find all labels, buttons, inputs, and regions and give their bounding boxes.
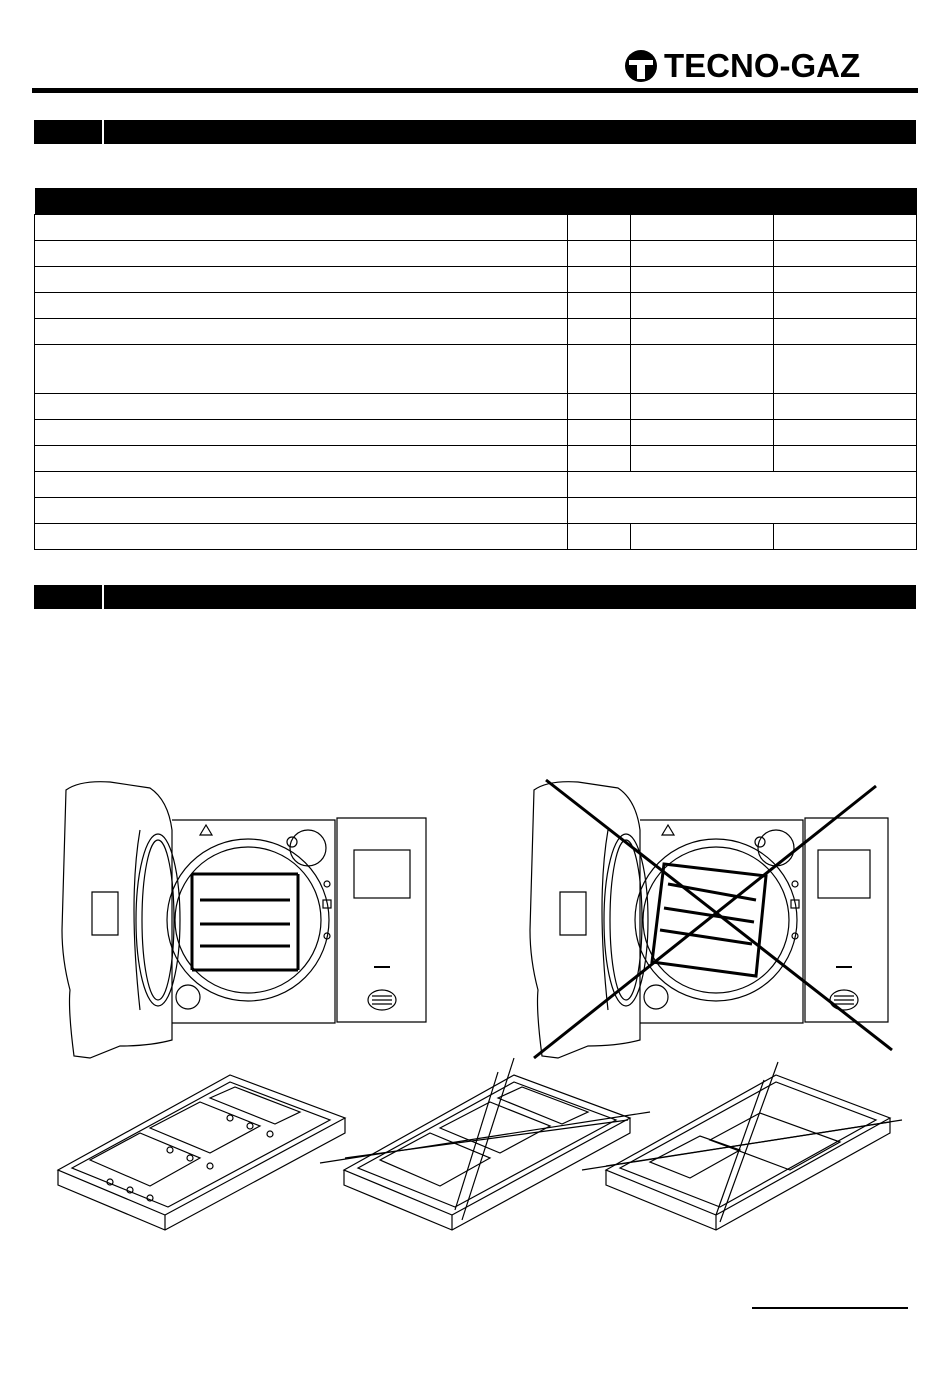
table-row (35, 420, 917, 446)
table-cell (774, 267, 917, 293)
table-cell (568, 241, 631, 267)
table-cell (774, 524, 917, 550)
table-cell (35, 420, 568, 446)
table-cell (631, 446, 774, 472)
tray-incorrect-1 (320, 1058, 650, 1230)
table-cell (631, 524, 774, 550)
table-row (35, 524, 917, 550)
table-cell (35, 267, 568, 293)
table-row (35, 345, 917, 394)
loading-illustrations (0, 760, 950, 1300)
table-cell (631, 420, 774, 446)
tecno-gaz-logo-icon (624, 49, 658, 83)
table-cell (774, 420, 917, 446)
table-cell (774, 446, 917, 472)
table-cell (631, 394, 774, 420)
table-cell (568, 394, 631, 420)
table-cell (35, 215, 568, 241)
table-cell (774, 293, 917, 319)
table-cell (568, 524, 631, 550)
table-cell (568, 267, 631, 293)
table-cell (568, 472, 917, 498)
table-cell (774, 319, 917, 345)
section-number (34, 585, 104, 609)
table-row (35, 446, 917, 472)
table-cell (631, 293, 774, 319)
table-cell (568, 319, 631, 345)
section-number (34, 120, 104, 144)
table-cell (774, 394, 917, 420)
table-cell (35, 241, 568, 267)
table-row (35, 472, 917, 498)
table-row (35, 241, 917, 267)
table-cell (631, 345, 774, 394)
table-cell (35, 293, 568, 319)
table-cell (35, 498, 568, 524)
table-row (35, 293, 917, 319)
table-row (35, 215, 917, 241)
section-header-2 (34, 585, 916, 609)
table-cell (631, 241, 774, 267)
table-cell (568, 293, 631, 319)
tray-incorrect-2 (582, 1062, 902, 1230)
specification-table (34, 188, 917, 550)
table-cell (568, 446, 631, 472)
section-header-1 (34, 120, 916, 144)
signature-line (752, 1307, 908, 1309)
brand-name: TECNO-GAZ (664, 47, 861, 84)
table-row (35, 267, 917, 293)
table-row (35, 498, 917, 524)
table-cell (631, 215, 774, 241)
autoclave-correct-loading (62, 782, 426, 1058)
table-cell (35, 319, 568, 345)
autoclave-incorrect-loading (530, 780, 892, 1058)
tray-correct (58, 1075, 345, 1230)
table-cell (35, 394, 568, 420)
table-cell (35, 472, 568, 498)
header-rule (32, 88, 918, 93)
table-cell (35, 524, 568, 550)
table-cell (774, 241, 917, 267)
table-cell (35, 446, 568, 472)
brand-logo (624, 46, 914, 86)
table-row (35, 394, 917, 420)
table-cell (568, 498, 917, 524)
table-cell (568, 215, 631, 241)
table-cell (568, 420, 631, 446)
table-cell (774, 215, 917, 241)
table-cell (35, 345, 568, 394)
table-cell (568, 345, 631, 394)
table-cell (774, 345, 917, 394)
table-cell (631, 319, 774, 345)
table-row (35, 319, 917, 345)
table-header (35, 188, 917, 215)
table-cell (631, 267, 774, 293)
